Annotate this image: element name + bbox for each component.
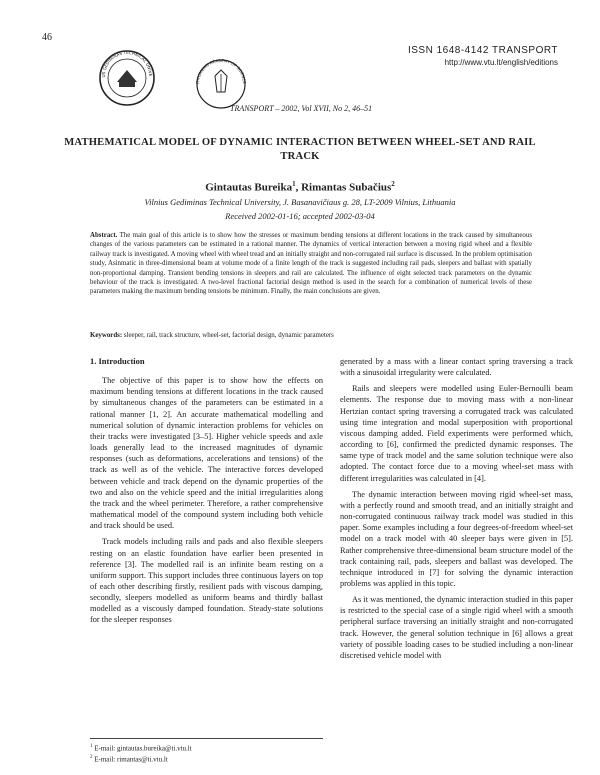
footnote-text: E-mail: gintautas.bureika@ti.vtu.lt [94,744,192,753]
author-footnote-mark: 1 [292,180,296,188]
section-heading: 1. Introduction [90,356,145,366]
keywords [90,331,532,340]
footnote [90,742,323,753]
footnote-mark: 2 [90,755,93,761]
issn-block [408,45,558,67]
received-dates: Received 2002-01-16; accepted 2002-03-04 [225,211,375,221]
academy-seal-text: ITHUANIAN ACADEMY OF SCIENCE [194,57,248,85]
paragraph: The objective of this paper is to show how the effects on maximum bending tensions at different locations in the track caused by simultaneous changes of the parameters can be estimated in a rational manner [1, 2]. An accurate mathematical modelling and numerical solution of dynamic interaction problems for vehicles on their tracks were investigated [3–5]. Higher vehicle speeds and axle loads generally lead to the increased magnitudes of dynamic responses (such as deformations, accelerations and tensions) of the track as well as of the vehicle. The interactive forces developed between vehicle and track depend on the dynamic properties of the two and also on the vehicle speed and the initial irregularities along the track and the wheel perimeter. Therefore, a rather comprehensive mathematical model of the compound system including both vehicle and track should be used. [90,376,323,531]
abstract-label: Abstract. [90,232,118,239]
paragraph: As it was mentioned, the dynamic interaction studied in this paper is restricted to the special case of a single rigid wheel with a smooth peripheral surface traversing an initially straight and non-corrugated track. However, the general solution technique in [6] allows a great variety of possible loading cases to be studied including a non-linear discretised vehicle model with [340,595,573,660]
footnotes [90,738,323,765]
footnote [90,753,323,764]
paragraph: Track models including rails and pads and also flexible sleepers resting on an elastic foundation have earlier been presented in reference [3]. The modelled rail is an infinite beam resting on a uniform support. This support includes three continuous layers on top of each other describing firstly, resilient pads with viscous damping, secondly, sleepers modelled as uniform beams and thirdly ballast modelled as a viscously damped foundation. Steady-state solutions for the sleeper responses [90,537,323,625]
author-separator: , [295,181,302,194]
author-footnote-mark: 2 [391,180,395,188]
journal-citation: TRANSPORT – 2002, Vol XVII, No 2, 46–51 [230,104,373,113]
author-name: Gintautas Bureika [205,181,293,194]
paragraph: Rails and sleepers were modelled using Euler-Bernoulli beam elements. The response due to moving mass with a non-linear Hertzian contact spring traversing a corrugated track was calculated using time integration and modal superposition with proportional viscous damping added. Field experiments were performed which, according to [6], confirmed the predicted dynamic responses. The same type of track model and the same solution technique were also adopted. The contact force due to a moving wheel-set mass with different irregularities was calculated in [4]. [340,384,573,483]
right-column [340,356,573,661]
issn-label: ISSN 1648-4142 TRANSPORT [407,45,558,56]
left-column [90,356,323,626]
author-name: Rimantas Subačius [301,181,392,194]
university-seal-text: US GEDIMINAS TECHNICAL UNIVE [100,49,154,78]
abstract [90,231,532,297]
paragraph: The dynamic interaction between moving rigid wheel-set mass, with a perfectly round and smooth tread, and an initially straight and non-corrugated continuous railway track model was studied in this paper. Some examples including a four degrees-of-freedom wheel-set model on a track model with 40 sleeper bays were given in [5]. Rather comprehensive three-dimensional beam structure model of the track containing rail, pads, sleepers and ballast was developed. The technique introduced in [7] for solving the dynamic interaction problems was applied in this topic. [340,489,573,588]
footnote-mark: 1 [90,744,93,749]
keywords-text: sleeper, rail, track structure, wheel-set, factorial design, dynamic parameters [122,332,334,339]
publisher-logos [95,48,255,110]
affiliation: Vilnius Gediminas Technical University, J. Basanavičiaus g. 28, LT-2009 Vilnius, Lithuania [144,197,456,207]
footnote-text: E-mail: rimantas@ti.vtu.lt [94,755,168,764]
abstract-text: The main goal of this article is to show how the stresses or maximum bending tensions at different locations in the track caused by simultaneous changes of the various parameters can be estimated in a rational manner. The dynamics of vertical interaction between a moving rigid wheel and a flexible railway track is investigated. A moving wheel with wheel tread and an initially straight and non-corrugated rail surface is discussed. In the problem optimisation study, Asinmatic in three-dimensional beam at volume mode of a finite length of the track is suggested including rail pads, sleepers and ballast with spatially non-proportional damping. Transient bending tensions in sleepers and rail are calculated. The influence of eight selected track parameters on the dynamic behaviour of the track is investigated. A two-level fractional factorial design method is used in the search for a combination of numerical levels of these parameters making the maximum bending tensions be minimum. Finally, the main conclusions are given. [90,232,532,296]
paper-title: MATHEMATICAL MODEL OF DYNAMIC INTERACTION BETWEEN WHEEL-SET AND RAIL TRACK [64,137,536,162]
university-seal-logo [95,48,154,105]
paragraph: generated by a mass with a linear contact spring traversing a track with a sinusoidal irregularity were calculated. [340,357,573,378]
keywords-label: Keywords: [90,332,123,339]
authors [0,180,600,194]
page-number: 46 [42,32,52,43]
journal-url: http://www.vtu.lt/english/editions [444,58,558,67]
